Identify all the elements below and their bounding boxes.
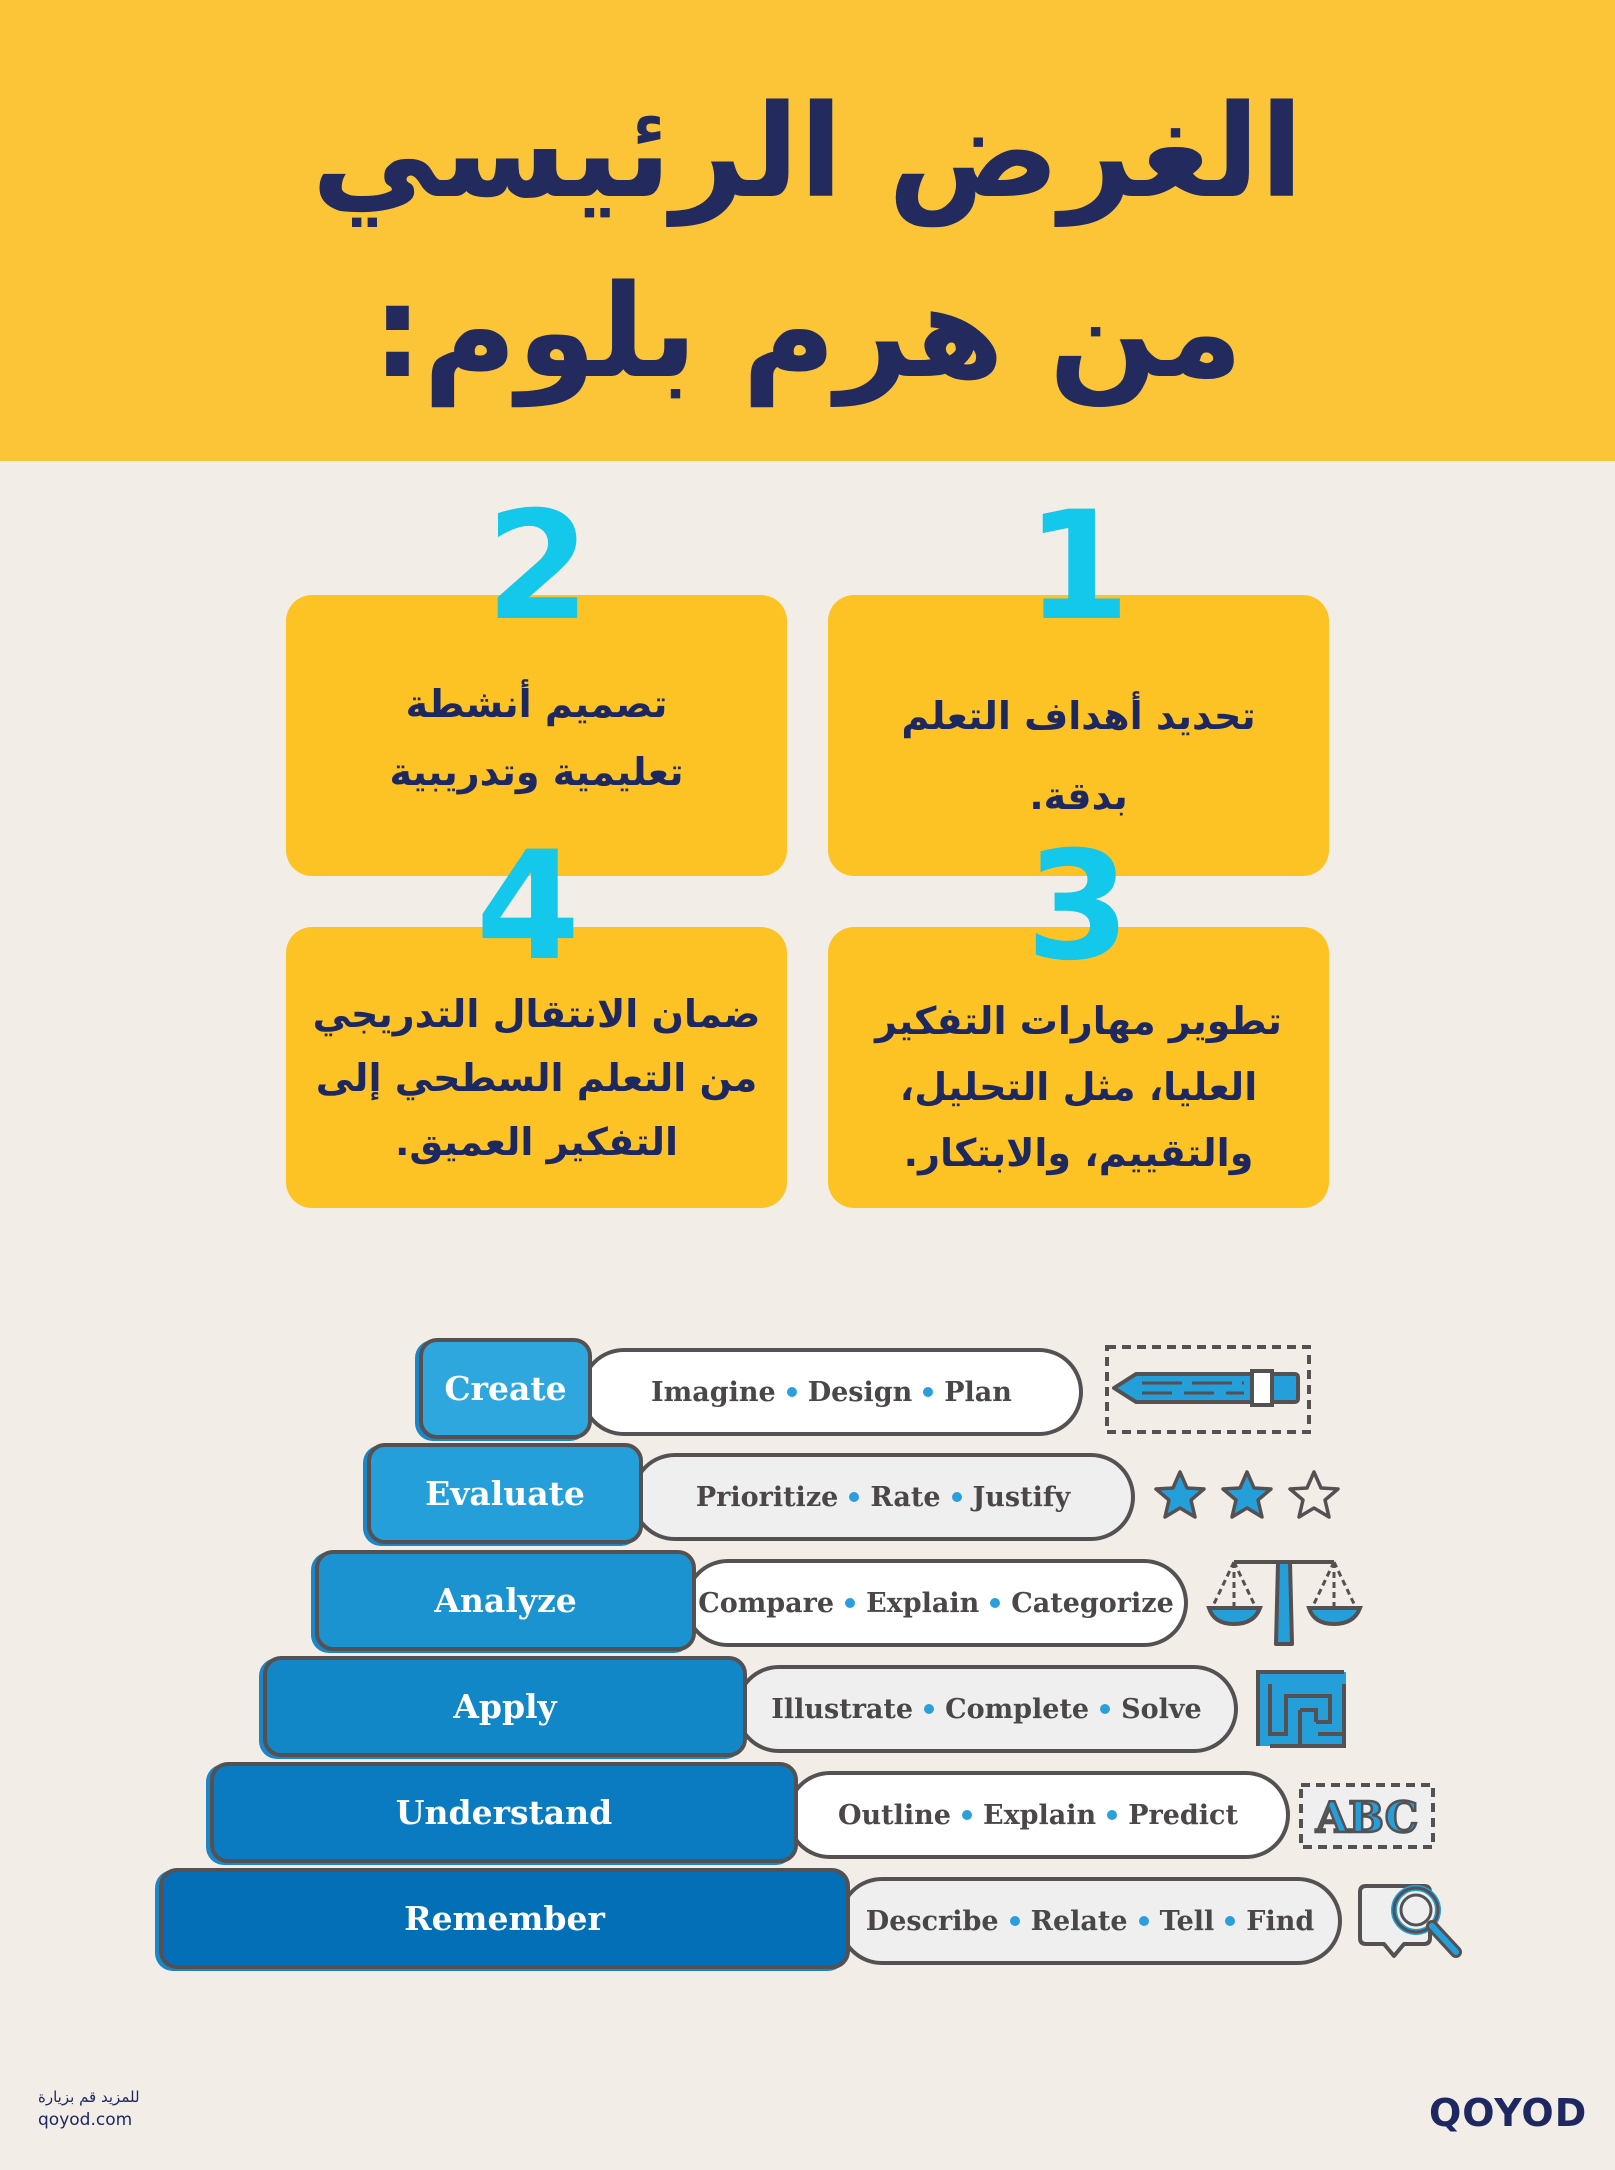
qoyod-logo: QOYOD: [1429, 2091, 1588, 2135]
card-1-number: 1: [1025, 480, 1131, 654]
card-4-number: 4: [475, 820, 581, 994]
bullet-dot: [1107, 1810, 1117, 1820]
bullet-dot: [1225, 1916, 1235, 1926]
bullet-dot: [1139, 1916, 1149, 1926]
bullet-dot: [923, 1387, 933, 1397]
search-speech-bubble-icon: [1354, 1878, 1466, 1968]
bullet-dot: [1100, 1704, 1110, 1714]
balance-scale-icon: [1204, 1558, 1364, 1650]
bullet-dot: [845, 1598, 855, 1608]
bullet-dot: [849, 1492, 859, 1502]
pencil-icon: [1104, 1344, 1312, 1436]
verbs-pill-evaluate: Prioritize Rate Justify: [631, 1453, 1135, 1541]
bullet-dot: [952, 1492, 962, 1502]
bullet-dot: [924, 1704, 934, 1714]
card-1-text: تحديد أهداف التعلم بدقة.: [901, 694, 1256, 818]
card-4-text: ضمان الانتقال التدريجي من التعلم السطحي إلى التفكير العميق.: [312, 992, 761, 1164]
pyramid-level-understand: Understand: [210, 1762, 798, 1863]
footer-visit-text: للمزيد قم بزيارة: [38, 2088, 140, 2106]
verbs-pill-analyze: Compare Explain Categorize: [684, 1559, 1188, 1647]
bullet-dot: [787, 1387, 797, 1397]
star-empty-icon: [1290, 1472, 1338, 1517]
card-3-number: 3: [1025, 820, 1131, 994]
stars-rating-icon: [1152, 1468, 1342, 1524]
pyramid-level-create: Create: [419, 1338, 592, 1439]
pyramid-level-remember: Remember: [159, 1868, 850, 1969]
footer-website-link[interactable]: qoyod.com: [38, 2110, 133, 2130]
svg-text:ABC: ABC: [1315, 1793, 1419, 1842]
card-2-text: تصميم أنشطة تعليمية وتدريبية: [389, 682, 684, 794]
verbs-pill-create: Imagine Design Plan: [580, 1348, 1083, 1436]
pyramid-level-analyze: Analyze: [315, 1550, 696, 1651]
verbs-pill-apply: Illustrate Complete Solve: [735, 1665, 1238, 1753]
bullet-dot: [990, 1598, 1000, 1608]
header-banner: [0, 0, 1615, 461]
verbs-pill-understand: Outline Explain Predict: [786, 1771, 1290, 1859]
bullet-dot: [1010, 1916, 1020, 1926]
card-3-text: تطوير مهارات التفكير العليا، مثل التحليل، والتقييم، والابتكار.: [875, 999, 1282, 1175]
abc-icon: [1298, 1782, 1436, 1850]
page-title-line-2: من هرم بلوم:: [371, 258, 1244, 407]
pyramid-level-apply: Apply: [263, 1656, 747, 1757]
page-title-line-1: الغرض الرئيسي: [311, 78, 1304, 227]
maze-icon: [1256, 1670, 1348, 1748]
verbs-pill-remember: Describe Relate Tell Find: [838, 1877, 1342, 1965]
bullet-dot: [962, 1810, 972, 1820]
star-filled-icon: [1156, 1472, 1204, 1517]
pyramid-level-evaluate: Evaluate: [367, 1443, 643, 1544]
star-filled-icon: [1223, 1472, 1271, 1517]
card-2-number: 2: [485, 480, 591, 654]
